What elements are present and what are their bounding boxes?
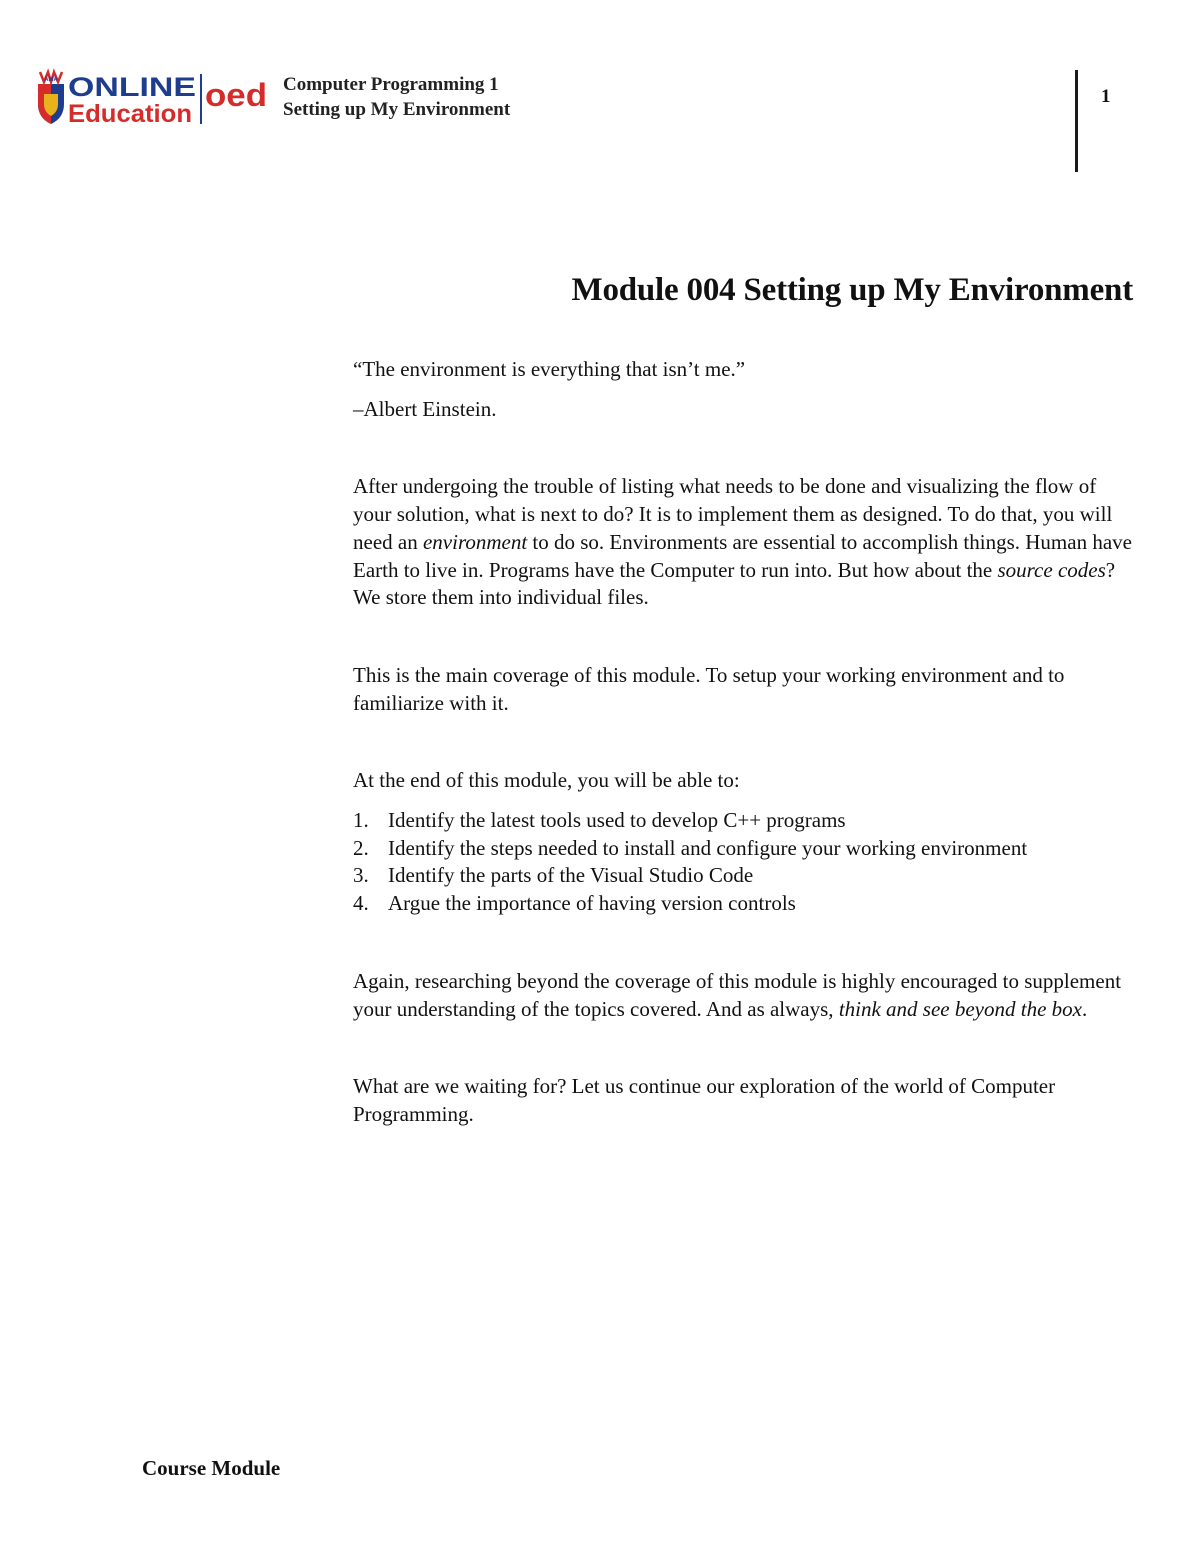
objectives-list <box>353 807 1133 918</box>
logo-line2: Education <box>68 100 192 128</box>
list-item <box>353 890 1133 918</box>
intro-text-3: ? We store them into individual files. <box>353 557 1116 610</box>
list-number: 2. <box>353 835 369 860</box>
module-content <box>353 270 1133 1129</box>
intro-emphasis-environment: environment <box>422 529 528 554</box>
objectives-intro: At the end of this module, you will be able to: <box>353 768 740 793</box>
research-paragraph <box>353 968 1133 1023</box>
header-divider <box>1075 70 1078 172</box>
coverage-paragraph: This is the main coverage of this module. To setup your working environment and to familiarize with it. <box>353 662 1065 715</box>
list-item <box>353 862 1133 890</box>
list-item-text: Identify the latest tools used to develop C++ programs <box>388 808 846 833</box>
intro-text-2: to do so. Environments are essential to accomplish things. Human have Earth to live in. Programs have the Computer to run into. But how about the <box>353 529 1132 582</box>
list-item-text: Identify the steps needed to install and configure your working environment <box>388 835 1028 860</box>
list-item <box>353 807 1133 835</box>
page-title: Module 004 Setting up My Environment <box>571 272 1133 308</box>
logo-line1: ONLINE <box>68 72 196 102</box>
module-topic: Setting up My Environment <box>283 99 511 120</box>
shield-label: AMA <box>44 77 58 83</box>
list-number: 1. <box>353 808 369 833</box>
intro-emphasis-source-codes: source codes <box>997 557 1106 582</box>
running-header <box>283 72 510 122</box>
logo-mark: oed <box>205 77 267 113</box>
page-footer: Course Module <box>142 1456 281 1480</box>
research-text-1: Again, researching beyond the coverage of this module is highly encouraged to supplement your understanding of the topics covered. And as always, <box>353 968 1122 1021</box>
research-emphasis: think and see beyond the box <box>838 996 1082 1021</box>
list-number: 4. <box>353 891 369 916</box>
research-text-2: . <box>1081 996 1088 1021</box>
online-education-logo <box>36 68 272 128</box>
list-item-text: Identify the parts of the Visual Studio Code <box>388 863 754 888</box>
quote-author: –Albert Einstein. <box>353 396 497 421</box>
intro-text-1: After undergoing the trouble of listing what needs to be done and visualizing the flow of your solution, what is next to do? It is to implement them as designed. To do that, you will need an <box>353 474 1113 554</box>
list-number: 3. <box>353 863 369 888</box>
closing-paragraph: What are we waiting for? Let us continue our exploration of the world of Computer Programming. <box>353 1074 1056 1126</box>
list-item <box>353 835 1133 863</box>
logo-graphic <box>36 68 272 128</box>
quote: “The environment is everything that isn’t me.” <box>353 357 746 381</box>
logo-divider <box>200 74 202 124</box>
intro-paragraph <box>353 473 1133 612</box>
list-item-text: Argue the importance of having version controls <box>388 891 796 916</box>
page-number: 1 <box>1101 86 1111 107</box>
course-name: Computer Programming 1 <box>283 74 499 95</box>
